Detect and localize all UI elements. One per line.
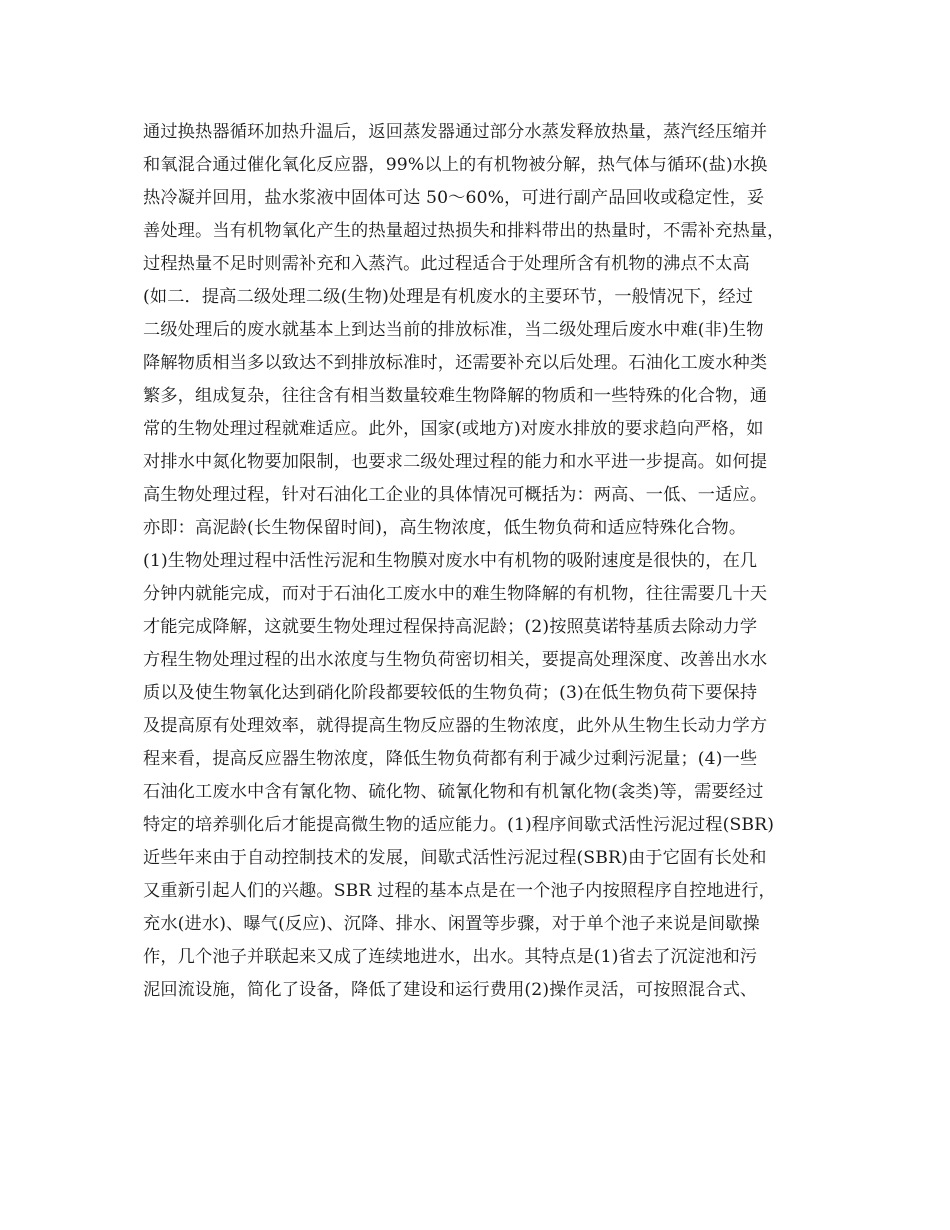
body-text xyxy=(143,116,813,1007)
text-line: 才能完成降解，这就要生物处理过程保持高泥龄；(2)按照莫诺特基质去除动力学 xyxy=(143,617,758,637)
text-line: 高生物处理过程，针对石油化工企业的具体情况可概括为：两高、一低、一适应。 xyxy=(143,485,768,505)
text-line: 善处理。当有机物氧化产生的热量超过热损失和排料带出的热量时，不需补充热量， xyxy=(143,221,785,241)
text-line: 繁多，组成复杂，往往含有相当数量较难生物降解的物质和一些特殊的化合物，通 xyxy=(143,386,768,406)
text-line: 泥回流设施，简化了设备，降低了建设和运行费用(2)操作灵活，可按照混合式、 xyxy=(143,980,758,1000)
text-line: 热冷凝并回用，盐水浆液中固体可达 50～60%，可进行副产品回收或稳定性，妥 xyxy=(143,188,765,208)
text-line: (1)生物处理过程中活性污泥和生物膜对废水中有机物的吸附速度是很快的，在几 xyxy=(143,551,758,571)
text-line: 程来看，提高反应器生物浓度，降低生物负荷都有利于减少过剩污泥量；(4)一些 xyxy=(143,749,758,769)
text-line: 降解物质相当多以致达不到排放标准时，还需要补充以后处理。石油化工废水种类 xyxy=(143,353,768,373)
text-line: 特定的培养驯化后才能提高微生物的适应能力。(1)程序间歇式活性污泥过程(SBR) xyxy=(143,815,775,835)
text-line: 二级处理后的废水就基本上到达当前的排放标准，当二级处理后废水中难(非)生物 xyxy=(143,320,764,340)
text-line: 分钟内就能完成，而对于石油化工废水中的难生物降解的有机物，往往需要几十天 xyxy=(143,584,768,604)
text-line: 作，几个池子并联起来又成了连续地进水，出水。其特点是(1)省去了沉淀池和污 xyxy=(143,947,758,967)
text-line: 又重新引起人们的兴趣。SBR 过程的基本点是在一个池子内按照程序自控地进行， xyxy=(143,881,776,901)
text-line: 方程生物处理过程的出水浓度与生物负荷密切相关，要提高处理深度、改善出水水 xyxy=(143,650,768,670)
text-line: 常的生物处理过程就难适应。此外，国家(或地方)对废水排放的要求趋向严格，如 xyxy=(143,419,764,439)
text-line: 对排水中氮化物要加限制，也要求二级处理过程的能力和水平进一步提高。如何提 xyxy=(143,452,768,472)
text-line: 充水(进水)、曝气(反应)、沉降、排水、闲置等步骤，对于单个池子来说是间歇操 xyxy=(143,914,760,934)
text-line: 亦即：高泥龄(长生物保留时间)，高生物浓度，低生物负荷和适应特殊化合物。 xyxy=(143,518,747,538)
text-line: 通过换热器循环加热升温后，返回蒸发器通过部分水蒸发释放热量，蒸汽经压缩并 xyxy=(143,122,768,142)
text-line: 及提高原有处理效率，就得提高生物反应器的生物浓度，此外从生物生长动力学方 xyxy=(143,716,768,736)
text-line: (如二．提高二级处理二级(生物)处理是有机废水的主要环节，一般情况下，经过 xyxy=(143,287,754,307)
text-line: 质以及使生物氧化达到硝化阶段都要较低的生物负荷；(3)在低生物负荷下要保持 xyxy=(143,683,758,703)
text-line: 近些年来由于自动控制技术的发展，间歇式活性污泥过程(SBR)由于它固有长处和 xyxy=(143,848,767,868)
text-line: 过程热量不足时则需补充和入蒸汽。此过程适合于处理所含有机物的沸点不太高 xyxy=(143,254,750,274)
text-line: 石油化工废水中含有氰化物、硫化物、硫氰化物和有机氰化物(衾类)等，需要经过 xyxy=(143,782,764,802)
text-line: 和氧混合通过催化氧化反应器，99%以上的有机物被分解，热气体与循环(盐)水换 xyxy=(143,155,768,175)
